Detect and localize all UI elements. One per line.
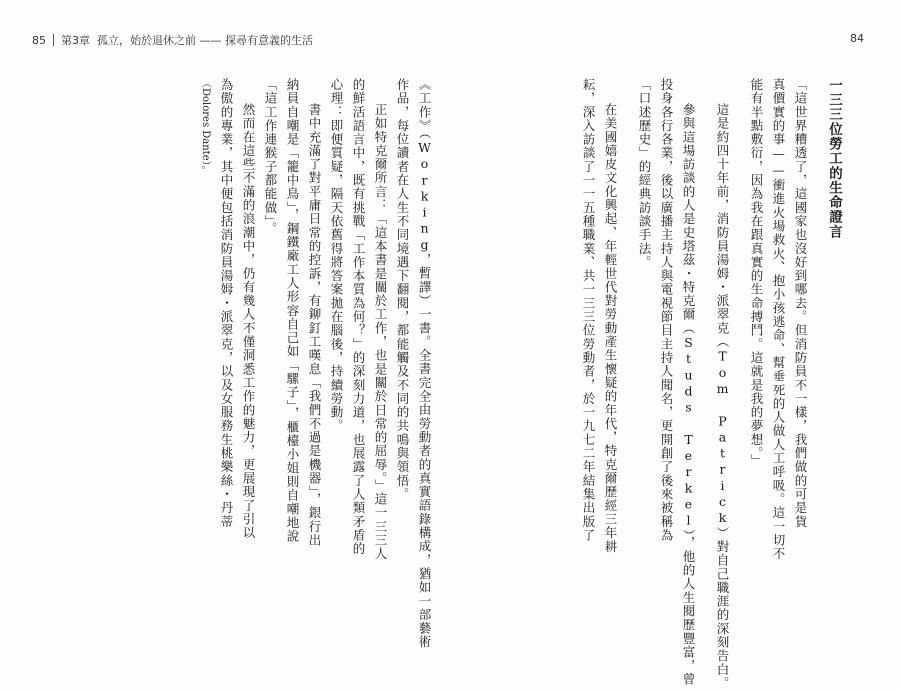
text-column: 心理：即便質疑，隔天依舊得將答案拋在腦後，持續勞動。 <box>329 78 344 433</box>
chapter-number: 第3章 <box>61 34 90 47</box>
text-column: 《工作》（Working，暫譯）一書。全書完全由勞動者的真實語錄構成，猶如一部藝術 <box>417 78 432 649</box>
text-column: 真價實的事——衝進火場救火、抱小孩逃命、幫垂死的人做人工呼吸。這一切不 <box>771 78 786 561</box>
left-page-number: 85 <box>32 33 46 47</box>
text-column: 為傲的專業，其中便包括消防員湯姆・派翠克，以及女服務生桃樂絲・丹蒂 <box>219 78 234 529</box>
text-column: 「這世界糟透了，這國家也沒好到哪去。但消防員不一樣，我們做的可是貨 <box>793 78 808 529</box>
text-column: 在美國嬉皮文化興起、年輕世代對勞動產生懷疑的年代，特克爾歷經三年耕 <box>603 103 618 554</box>
left-page-body <box>100 78 432 649</box>
running-header-left <box>32 32 313 48</box>
text-column: 正如特克爾所言：「這本書是關於工作，也是關於日常的屈辱。」這一三三人 <box>373 103 388 561</box>
right-page-number: 84 <box>850 32 864 45</box>
text-column: 「這工作連猴子都能做」。 <box>263 78 278 236</box>
text-column: 耘，深入訪談了一一五種職業、共一三三位勞動者，於一九七二年結集出版了 <box>581 78 596 543</box>
text-column: 這是約四十年前，消防員湯姆・派翠克（Tom Patrick）對自己職涯的深刻告白。 <box>715 103 730 690</box>
text-column: 作品，每位讀者在人生不同境遇下翻閱，都能觸及不同的共鳴與領悟。 <box>395 78 410 502</box>
text-column: 然而在這些不滿的浪潮中，仍有幾人不僅洞悉工作的魅力，更展現了引以 <box>241 103 256 540</box>
text-column: 能有半點敷衍，因為我在跟真實的生命搏鬥。這就是我的夢想。」 <box>749 78 764 468</box>
text-column: 投身各行各業，後以廣播主持人與電視節目主持人聞名，更開創了後來被稱為 <box>659 78 674 543</box>
text-column: 納員自嘲是「籠中鳥」，鋼鐵廠工人形容自己如「騾子」，櫃檯小姐則自嘲地說 <box>285 78 300 544</box>
right-page-body <box>440 78 842 690</box>
chapter-title: 孤立，始於退休之前 —— 探尋有意義的生活 <box>97 34 313 47</box>
text-column: 「口述歷史」的經典訪談手法。 <box>637 78 652 270</box>
text-column: 的鮮活語言中，既有挑戰「工作本質為何？」的深刻力道，也展露了人類矛盾的 <box>351 78 366 556</box>
text-column: 參與這場訪談的人是史塔茲・特克爾（Studs Terkel），他的人生閱歷豐富，曾 <box>681 103 696 687</box>
section-heading: 一三三位勞工的生命證言 <box>826 78 842 240</box>
header-divider <box>53 34 54 46</box>
text-column: 書中充滿了對平庸日常的控訴，有鉚釘工嘆息「我們不過是機器」，銀行出 <box>307 103 322 548</box>
text-column: （Dolores Dante）。 <box>200 78 211 176</box>
